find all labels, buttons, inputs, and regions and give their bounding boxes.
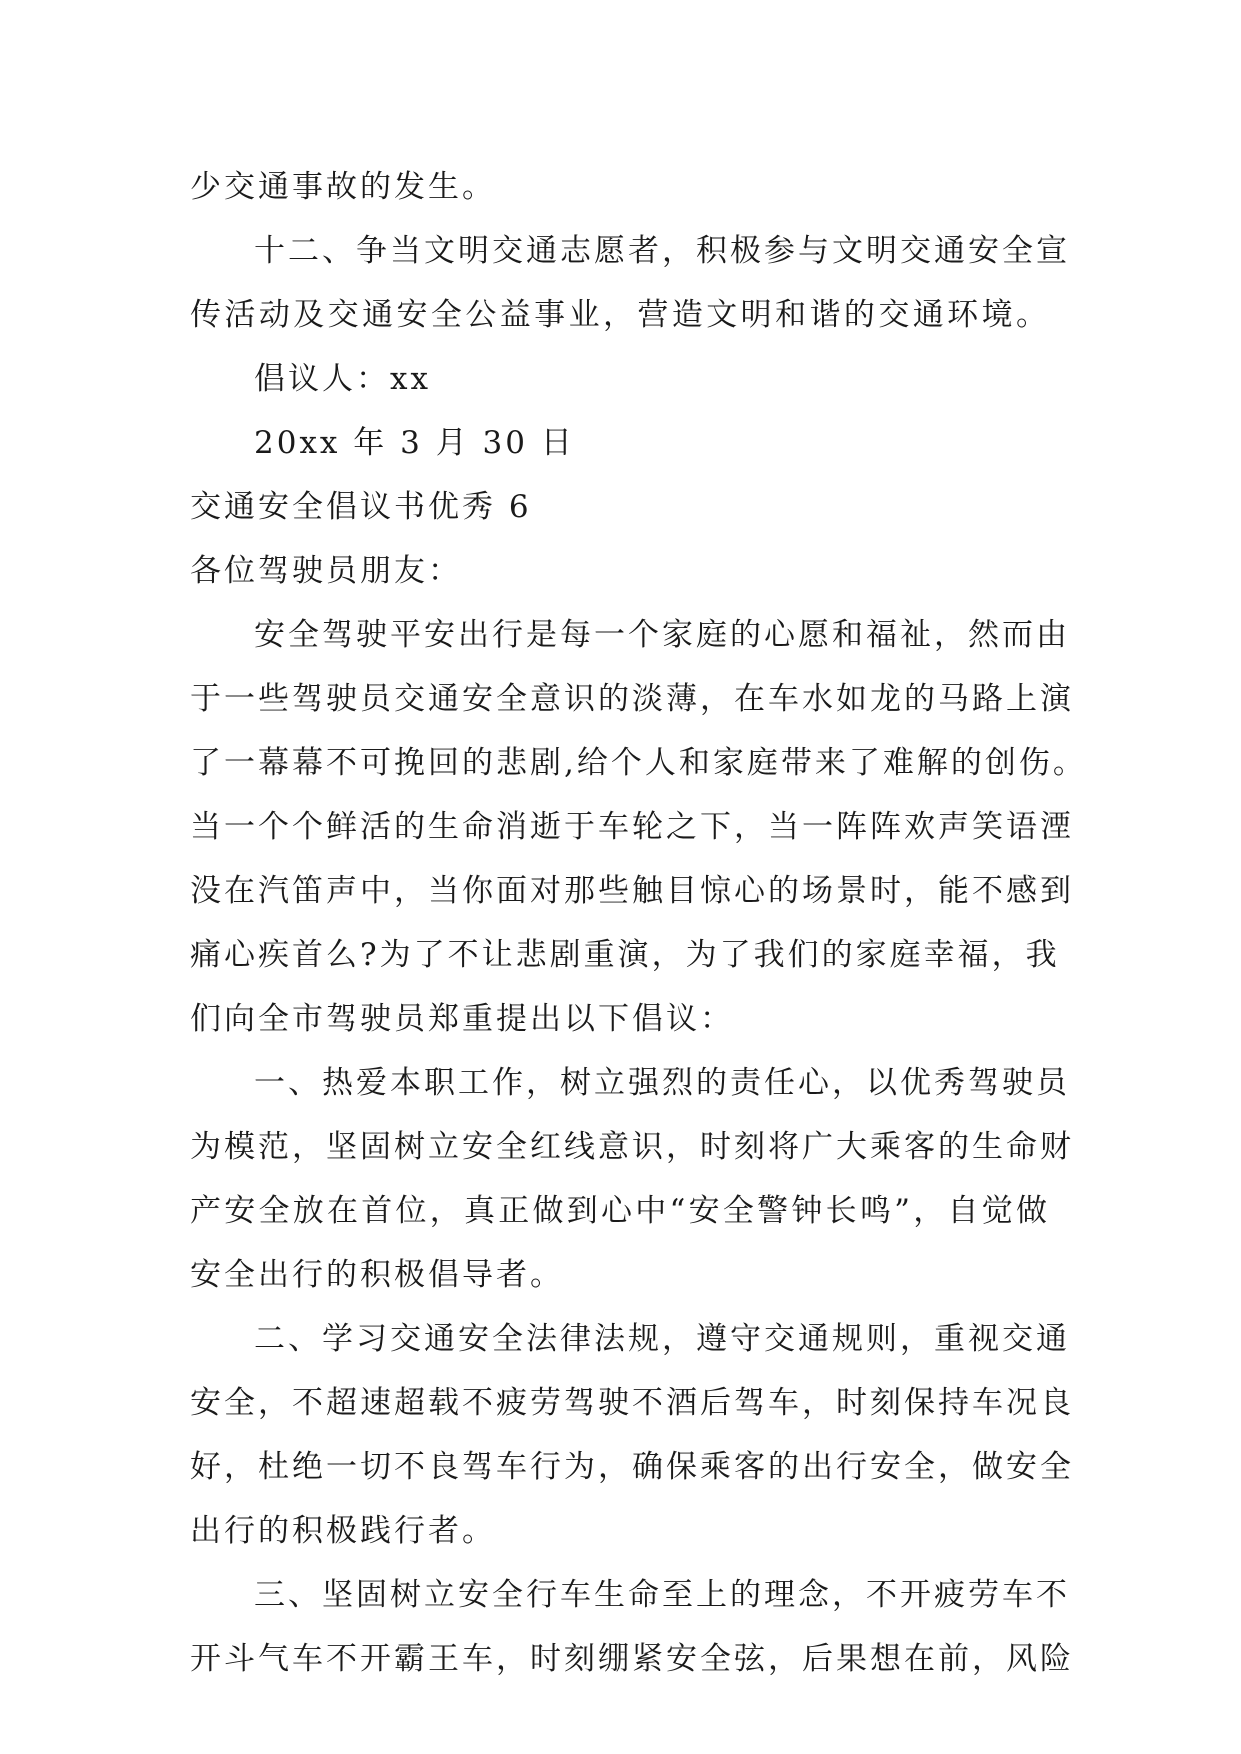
text-line: 十二、争当文明交通志愿者，积极参与文明交通安全宣 bbox=[254, 233, 1070, 269]
text-line: 二、学习交通安全法律法规，遵守交通规则，重视交通 bbox=[254, 1321, 1070, 1357]
text-line: 20xx 年 3 月 30 日 bbox=[254, 425, 575, 461]
text-line: 当一个个鲜活的生命消逝于车轮之下，当一阵阵欢声笑语湮 bbox=[190, 809, 1074, 845]
text-line: 倡议人：xx bbox=[254, 361, 431, 397]
text-line: 各位驾驶员朋友： bbox=[190, 553, 462, 589]
text-line: 少交通事故的发生。 bbox=[190, 169, 496, 205]
text-line: 开斗气车不开霸王车，时刻绷紧安全弦，后果想在前，风险 bbox=[190, 1641, 1074, 1677]
text-line: 安全驾驶平安出行是每一个家庭的心愿和福祉，然而由 bbox=[254, 617, 1070, 653]
text-line: 传活动及交通安全公益事业，营造文明和谐的交通环境。 bbox=[190, 297, 1050, 333]
text-line: 们向全市驾驶员郑重提出以下倡议： bbox=[190, 1001, 734, 1037]
text-line: 安全，不超速超载不疲劳驾驶不酒后驾车，时刻保持车况良 bbox=[190, 1385, 1074, 1421]
text-line: 了一幕幕不可挽回的悲剧,给个人和家庭带来了难解的创伤。 bbox=[190, 745, 1087, 781]
text-line: 三、坚固树立安全行车生命至上的理念，不开疲劳车不 bbox=[254, 1577, 1070, 1613]
text-line: 痛心疾首么?为了不让悲剧重演，为了我们的家庭幸福，我 bbox=[190, 937, 1060, 973]
text-line: 好，杜绝一切不良驾车行为，确保乘客的出行安全，做安全 bbox=[190, 1449, 1074, 1485]
document-body bbox=[190, 155, 1087, 1691]
text-line: 出行的积极践行者。 bbox=[190, 1513, 496, 1549]
text-line: 为模范，坚固树立安全红线意识，时刻将广大乘客的生命财 bbox=[190, 1129, 1074, 1165]
text-line: 安全出行的积极倡导者。 bbox=[190, 1257, 564, 1293]
text-line: 产安全放在首位，真正做到心中“安全警钟长鸣”，自觉做 bbox=[190, 1193, 1050, 1229]
text-line: 没在汽笛声中，当你面对那些触目惊心的场景时，能不感到 bbox=[190, 873, 1074, 909]
text-line: 一、热爱本职工作，树立强烈的责任心，以优秀驾驶员 bbox=[254, 1065, 1070, 1101]
text-line: 于一些驾驶员交通安全意识的淡薄，在车水如龙的马路上演 bbox=[190, 681, 1074, 717]
text-line: 交通安全倡议书优秀 6 bbox=[190, 489, 532, 525]
